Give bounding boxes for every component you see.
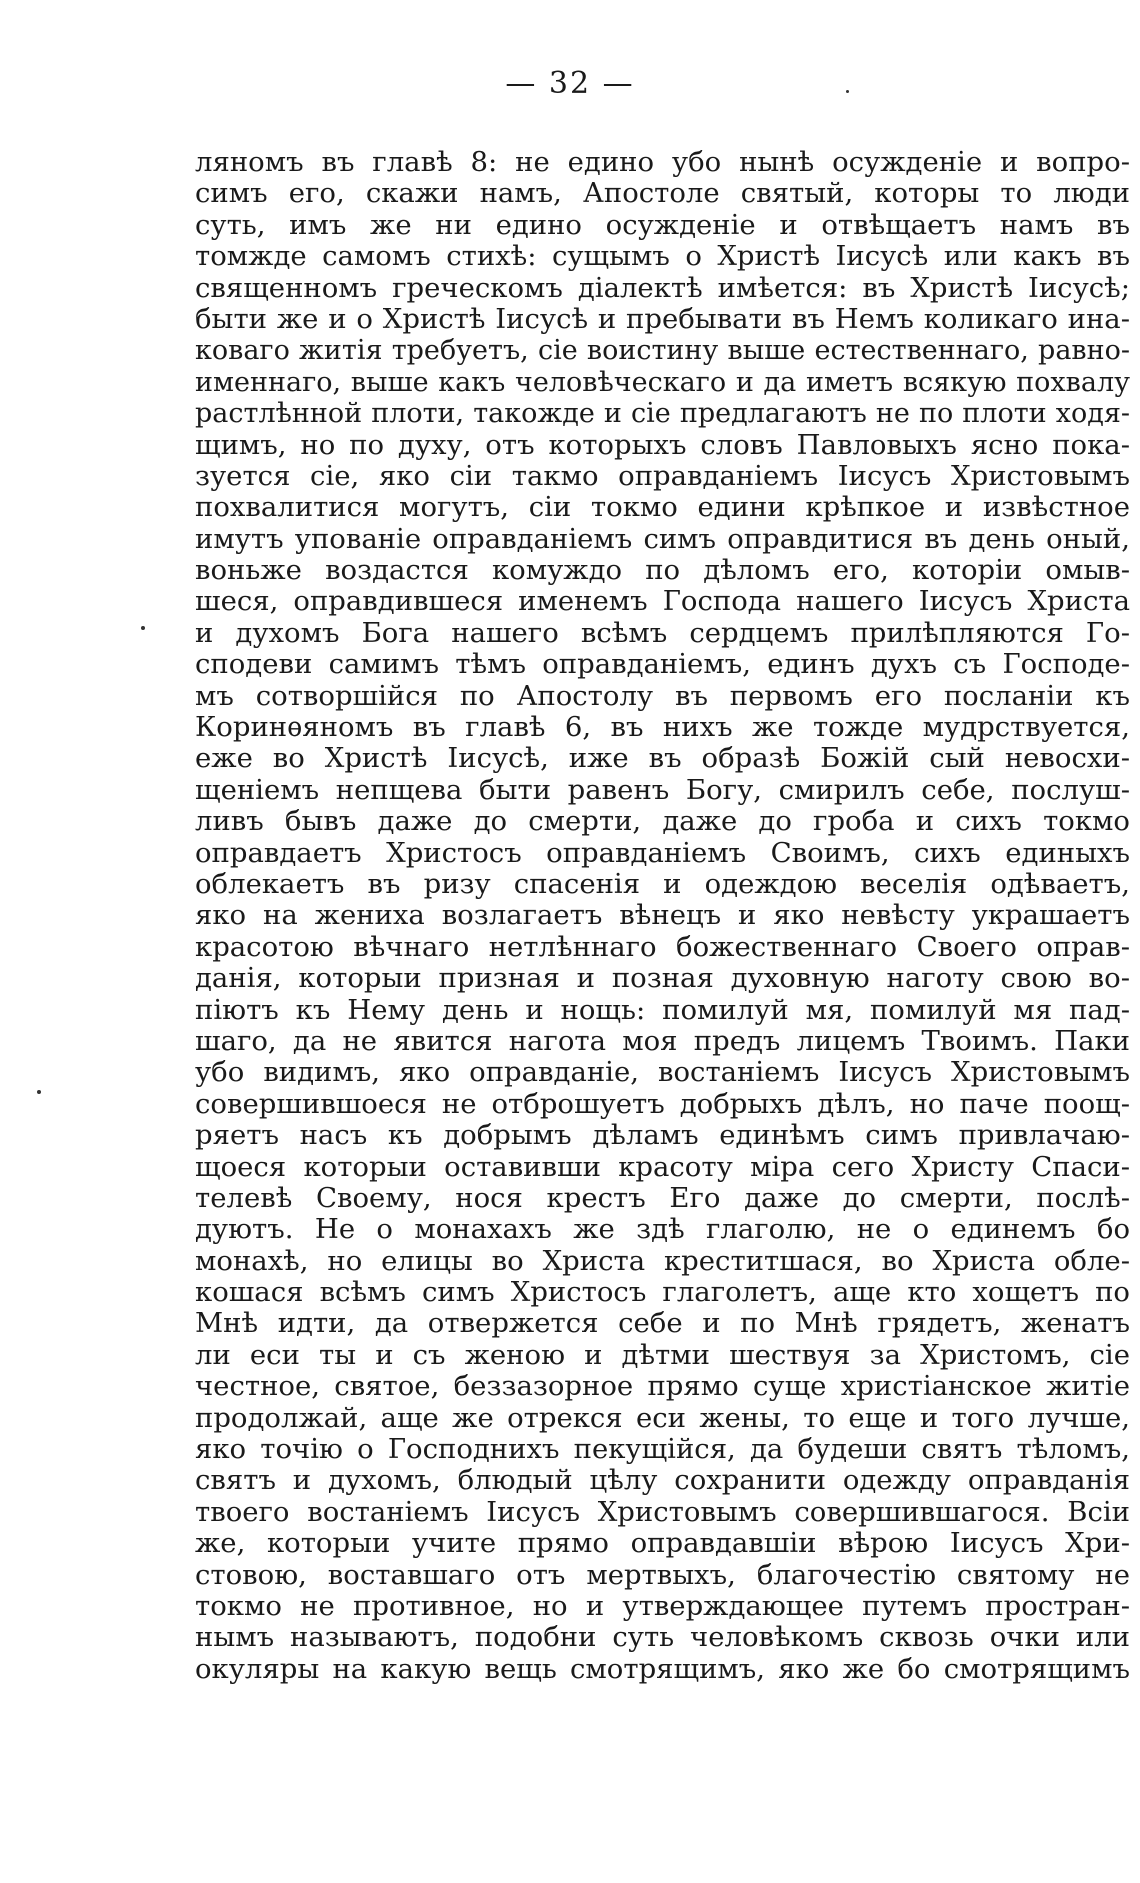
text-line: данія, которыи призная и позная духовную наготу свою во- [195, 963, 1130, 995]
text-line: щимъ, но по духу, отъ которыхъ словъ Павловыхъ ясно пока- [195, 429, 1130, 461]
text-line: зуется сіе, яко сіи такмо оправданіемъ Іисусъ Христовымъ [195, 460, 1130, 492]
text-line: воньже воздастся комуждо по дѣломъ его, которіи омыв- [195, 555, 1130, 587]
print-speck [141, 626, 145, 630]
text-line: монахѣ, но елицы во Христа креститшася, во Христа обле- [195, 1245, 1130, 1277]
text-line: ли еси ты и съ женою и дѣтми шествуя за Христомъ, сіе [195, 1339, 1130, 1371]
text-line: и духомъ Бога нашего всѣмъ сердцемъ прилѣпляются Го- [195, 617, 1130, 649]
text-line: еже во Христѣ Іисусѣ, иже въ образѣ Божій сый невосхи- [195, 743, 1130, 775]
text-line: окуляры на какую вещь смотрящимъ, яко же бо смотрящимъ [195, 1653, 1130, 1685]
text-line: красотою вѣчнаго нетлѣннаго божественнаго Своего оправ- [195, 931, 1130, 963]
text-line: облекаетъ въ ризу спасенія и одеждою веселія одѣваетъ, [195, 868, 1130, 900]
text-line: нымъ называютъ, подобни суть человѣкомъ сквозь очки или [195, 1622, 1130, 1654]
text-line: дуютъ. Не о монахахъ же здѣ глаголю, не о единемъ бо [195, 1214, 1130, 1246]
text-line: токмо не противное, но и утверждающее путемъ простран- [195, 1590, 1130, 1622]
text-line: шеся, оправдившеся именемъ Господа нашего Іисусъ Христа [195, 586, 1130, 618]
print-speck [846, 90, 849, 93]
text-line: сподеви самимъ тѣмъ оправданіемъ, единъ духъ съ Господе- [195, 649, 1130, 681]
text-line: томжде самомъ стихѣ: сущымъ о Христѣ Іисусѣ или какъ въ [195, 241, 1130, 273]
page-number: — 32 — [505, 66, 635, 101]
text-line: кошася всѣмъ симъ Христосъ глаголетъ, аще кто хощетъ по [195, 1277, 1130, 1309]
text-line: Мнѣ идти, да отвержется себе и по Мнѣ грядетъ, женатъ [195, 1308, 1130, 1340]
text-line: щеніемъ непщева быти равенъ Богу, смирилъ себе, послуш- [195, 774, 1130, 806]
text-line: твоего востаніемъ Іисусъ Христовымъ совершившагося. Всіи [195, 1496, 1130, 1528]
text-line: симъ его, скажи намъ, Апостоле святый, которы то люди [195, 178, 1130, 210]
text-line: честное, святое, беззазорное прямо суще христіанское житіе [195, 1371, 1130, 1403]
text-line: мъ сотворшійся по Апостолу въ первомъ его посланіи къ [195, 680, 1130, 712]
text-line: шаго, да не явится нагота моя предъ лицемъ Твоимъ. Паки [195, 1025, 1130, 1057]
text-line: святъ и духомъ, блюдый цѣлу сохранити одежду оправданія [195, 1465, 1130, 1497]
text-line: ливъ бывъ даже до смерти, даже до гроба и сихъ токмо [195, 806, 1130, 838]
body-text [195, 147, 1130, 1685]
text-line: убо видимъ, яко оправданіе, востаніемъ Іисусъ Христовымъ [195, 1057, 1130, 1089]
text-line: суть, имъ же ни едино осужденіе и отвѣщаетъ намъ въ [195, 209, 1130, 241]
text-line: же, которыи учите прямо оправдавшіи вѣрою Іисусъ Хри- [195, 1528, 1130, 1560]
text-line: продолжай, аще же отрекся еси жены, то еще и того лучше, [195, 1402, 1130, 1434]
text-line: яко точію о Господнихъ пекущійся, да будеши святъ тѣломъ, [195, 1434, 1130, 1466]
text-line: похвалитися могутъ, сіи токмо едини крѣпкое и извѣстное [195, 492, 1130, 524]
text-line: растлѣнной плоти, такожде и сіе предлагаютъ не по плоти ходя- [195, 398, 1130, 430]
text-line: телевѣ Своему, нося крестъ Его даже до смерти, послѣ- [195, 1182, 1130, 1214]
print-speck [37, 1090, 41, 1094]
text-line: совершившоеся не отброшуетъ добрыхъ дѣлъ, но паче поощ- [195, 1088, 1130, 1120]
text-line: коваго житія требуетъ, сіе воистину выше естественнаго, равно- [195, 335, 1130, 367]
text-line: именнаго, выше какъ человѣческаго и да иметъ всякую похвалу [195, 366, 1130, 398]
text-line: ряетъ насъ къ добрымъ дѣламъ единѣмъ симъ привлачаю- [195, 1120, 1130, 1152]
text-line: стовою, воставшаго отъ мертвыхъ, благочестію святому не [195, 1559, 1130, 1591]
text-line: ляномъ въ главѣ 8: не едино убо нынѣ осужденіе и вопро- [195, 147, 1130, 178]
text-line: оправдаетъ Христосъ оправданіемъ Своимъ, сихъ единыхъ [195, 837, 1130, 869]
text-line: щоеся которыи оставивши красоту міра сего Христу Спаси- [195, 1151, 1130, 1183]
text-line: имутъ упованіе оправданіемъ симъ оправдитися въ день оный, [195, 523, 1130, 555]
text-line: священномъ греческомъ діалектѣ имѣется: въ Христѣ Іисусѣ; [195, 272, 1130, 304]
text-line: піютъ къ Нему день и нощь: помилуй мя, помилуй мя пад- [195, 994, 1130, 1026]
text-line: яко на жениха возлагаетъ вѣнецъ и яко невѣсту украшаетъ [195, 900, 1130, 932]
text-line: Коринѳяномъ въ главѣ 6, въ нихъ же тожде мудрствуется, [195, 712, 1130, 744]
text-line: быти же и о Христѣ Іисусѣ и пребывати въ Немъ коликаго ина- [195, 303, 1130, 335]
